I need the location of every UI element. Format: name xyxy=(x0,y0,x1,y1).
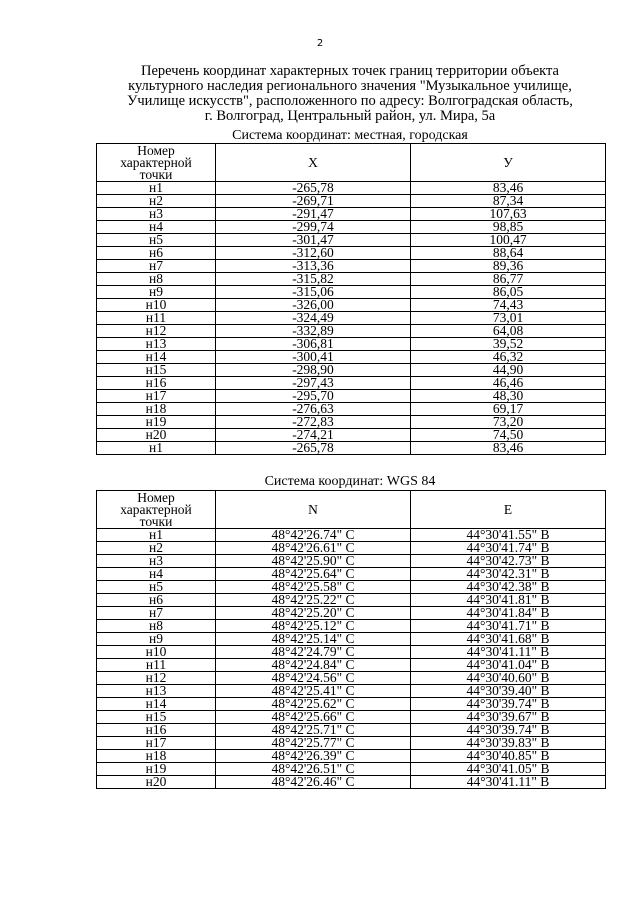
table-row xyxy=(97,299,606,312)
point-number-cell: н14 xyxy=(97,351,216,364)
coord-1-cell: 48°42'25.77" С xyxy=(216,737,411,750)
point-number-cell: н2 xyxy=(97,542,216,555)
header-line: точки xyxy=(139,513,173,529)
point-number-cell: н19 xyxy=(97,416,216,429)
document-heading xyxy=(96,64,604,124)
coord-2-cell: 46,32 xyxy=(411,351,606,364)
coord-2-cell: 98,85 xyxy=(411,221,606,234)
e-header: E xyxy=(411,491,606,529)
table-header-row xyxy=(97,144,606,182)
table-row xyxy=(97,247,606,260)
heading-line: Училище искусств", расположенного по адресу: Волгоградская область, xyxy=(127,93,573,109)
table-row xyxy=(97,416,606,429)
coord-1-cell: 48°42'25.64" С xyxy=(216,568,411,581)
coord-1-cell: 48°42'25.20" С xyxy=(216,607,411,620)
coord-1-cell: 48°42'24.79" С xyxy=(216,646,411,659)
table-row xyxy=(97,442,606,455)
coord-2-cell: 44°30'41.81" В xyxy=(411,594,606,607)
point-number-cell: н13 xyxy=(97,338,216,351)
table-row xyxy=(97,429,606,442)
table-row xyxy=(97,286,606,299)
coord-2-cell: 86,77 xyxy=(411,273,606,286)
coord-2-cell: 44°30'41.74" В xyxy=(411,542,606,555)
header-line: характерной xyxy=(120,501,192,517)
coord-1-cell: 48°42'25.62" С xyxy=(216,698,411,711)
coord-1-cell: -326,00 xyxy=(216,299,411,312)
point-number-cell: н10 xyxy=(97,646,216,659)
coord-2-cell: 44°30'41.04" В xyxy=(411,659,606,672)
coord-2-cell: 44°30'39.74" В xyxy=(411,698,606,711)
coord-2-cell: 44°30'41.68" В xyxy=(411,633,606,646)
coord-2-cell: 74,50 xyxy=(411,429,606,442)
point-number-cell: н7 xyxy=(97,260,216,273)
point-number-cell: н19 xyxy=(97,763,216,776)
coord-1-cell: -265,78 xyxy=(216,182,411,195)
point-number-cell: н17 xyxy=(97,737,216,750)
point-number-cell: н9 xyxy=(97,633,216,646)
coord-2-cell: 64,08 xyxy=(411,325,606,338)
coord-1-cell: 48°42'26.39" С xyxy=(216,750,411,763)
point-number-cell: н8 xyxy=(97,620,216,633)
point-number-cell: н16 xyxy=(97,724,216,737)
point-number-header xyxy=(97,144,216,182)
coord-2-cell: 73,20 xyxy=(411,416,606,429)
coord-2-cell: 44°30'40.85" В xyxy=(411,750,606,763)
coord-1-cell: -272,83 xyxy=(216,416,411,429)
table-row xyxy=(97,208,606,221)
table-row xyxy=(97,234,606,247)
coord-1-cell: -315,82 xyxy=(216,273,411,286)
coord-2-cell: 69,17 xyxy=(411,403,606,416)
point-number-cell: н5 xyxy=(97,581,216,594)
table-row xyxy=(97,260,606,273)
coord-1-cell: -324,49 xyxy=(216,312,411,325)
coord-2-cell: 44°30'42.73" В xyxy=(411,555,606,568)
wgs84-coordinates-table xyxy=(96,490,606,789)
point-number-cell: н4 xyxy=(97,221,216,234)
table2-caption: Система координат: WGS 84 xyxy=(264,474,436,489)
coord-2-cell: 44°30'41.55" В xyxy=(411,529,606,542)
table-row xyxy=(97,312,606,325)
coord-1-cell: -332,89 xyxy=(216,325,411,338)
point-number-cell: н3 xyxy=(97,208,216,221)
coord-1-cell: 48°42'25.58" С xyxy=(216,581,411,594)
point-number-cell: н6 xyxy=(97,594,216,607)
x-header: X xyxy=(216,144,411,182)
coord-1-cell: -274,21 xyxy=(216,429,411,442)
coord-2-cell: 88,64 xyxy=(411,247,606,260)
coord-1-cell: 48°42'25.14" С xyxy=(216,633,411,646)
point-number-cell: н4 xyxy=(97,568,216,581)
table-row xyxy=(97,403,606,416)
coord-2-cell: 44°30'42.38" В xyxy=(411,581,606,594)
heading-line: г. Волгоград, Центральный район, ул. Мира, 5а xyxy=(204,108,496,124)
coord-1-cell: 48°42'24.56" С xyxy=(216,672,411,685)
point-number-cell: н12 xyxy=(97,672,216,685)
coord-2-cell: 44°30'41.11" В xyxy=(411,776,606,789)
point-number-cell: н9 xyxy=(97,286,216,299)
coord-1-cell: -297,43 xyxy=(216,377,411,390)
point-number-cell: н15 xyxy=(97,711,216,724)
coord-1-cell: -276,63 xyxy=(216,403,411,416)
point-number-cell: н18 xyxy=(97,403,216,416)
coord-2-cell: 100,47 xyxy=(411,234,606,247)
coord-2-cell: 83,46 xyxy=(411,442,606,455)
local-coordinates-table xyxy=(96,143,606,455)
point-number-cell: н5 xyxy=(97,234,216,247)
coord-2-cell: 44°30'39.74" В xyxy=(411,724,606,737)
table-row xyxy=(97,390,606,403)
point-number-cell: н13 xyxy=(97,685,216,698)
table1-caption: Система координат: местная, городская xyxy=(232,128,468,143)
coord-2-cell: 44°30'39.40" В xyxy=(411,685,606,698)
point-number-cell: н2 xyxy=(97,195,216,208)
point-number-cell: н7 xyxy=(97,607,216,620)
coord-1-cell: -315,06 xyxy=(216,286,411,299)
coord-1-cell: -291,47 xyxy=(216,208,411,221)
header-line: Номер xyxy=(137,142,175,158)
point-number-cell: н1 xyxy=(97,182,216,195)
coord-2-cell: 44°30'41.71" В xyxy=(411,620,606,633)
point-number-cell: н18 xyxy=(97,750,216,763)
coord-2-cell: 39,52 xyxy=(411,338,606,351)
coord-2-cell: 87,34 xyxy=(411,195,606,208)
point-number-cell: н14 xyxy=(97,698,216,711)
coord-1-cell: -298,90 xyxy=(216,364,411,377)
coord-1-cell: -265,78 xyxy=(216,442,411,455)
header-line: характерной xyxy=(120,154,192,170)
n-header: N xyxy=(216,491,411,529)
table-row xyxy=(97,195,606,208)
coord-2-cell: 46,46 xyxy=(411,377,606,390)
coord-2-cell: 89,36 xyxy=(411,260,606,273)
point-number-header xyxy=(97,491,216,529)
point-number-cell: н6 xyxy=(97,247,216,260)
point-number-cell: н20 xyxy=(97,429,216,442)
heading-line: культурного наследия регионального значения "Музыкальное училище, xyxy=(128,78,572,94)
point-number-cell: н11 xyxy=(97,312,216,325)
coord-2-cell: 44°30'39.83" В xyxy=(411,737,606,750)
header-line: точки xyxy=(139,166,173,182)
page-number: 2 xyxy=(316,38,324,49)
point-number-cell: н20 xyxy=(97,776,216,789)
coord-2-cell: 74,43 xyxy=(411,299,606,312)
table-row xyxy=(97,325,606,338)
coord-1-cell: 48°42'26.46" С xyxy=(216,776,411,789)
coord-1-cell: 48°42'26.74" С xyxy=(216,529,411,542)
coord-1-cell: -312,60 xyxy=(216,247,411,260)
point-number-cell: н11 xyxy=(97,659,216,672)
coord-1-cell: -295,70 xyxy=(216,390,411,403)
coord-1-cell: 48°42'25.71" С xyxy=(216,724,411,737)
coord-2-cell: 107,63 xyxy=(411,208,606,221)
point-number-cell: н16 xyxy=(97,377,216,390)
header-line: Номер xyxy=(137,489,175,505)
heading-line: Перечень координат характерных точек границ территории объекта xyxy=(141,63,559,79)
coord-1-cell: 48°42'26.51" С xyxy=(216,763,411,776)
table-row xyxy=(97,182,606,195)
coord-2-cell: 83,46 xyxy=(411,182,606,195)
table-row xyxy=(97,364,606,377)
coord-2-cell: 44°30'40.60" В xyxy=(411,672,606,685)
coord-2-cell: 44°30'42.31" В xyxy=(411,568,606,581)
coord-1-cell: -300,41 xyxy=(216,351,411,364)
coord-2-cell: 44°30'41.05" В xyxy=(411,763,606,776)
coord-2-cell: 73,01 xyxy=(411,312,606,325)
table-row xyxy=(97,377,606,390)
point-number-cell: н1 xyxy=(97,529,216,542)
point-number-cell: н17 xyxy=(97,390,216,403)
coord-1-cell: 48°42'25.90" С xyxy=(216,555,411,568)
coord-2-cell: 48,30 xyxy=(411,390,606,403)
coord-1-cell: -269,71 xyxy=(216,195,411,208)
y-header: У xyxy=(411,144,606,182)
coord-1-cell: 48°42'25.12" С xyxy=(216,620,411,633)
coord-1-cell: 48°42'25.66" С xyxy=(216,711,411,724)
coord-2-cell: 44,90 xyxy=(411,364,606,377)
coord-1-cell: 48°42'26.61" С xyxy=(216,542,411,555)
coord-2-cell: 44°30'41.11" В xyxy=(411,646,606,659)
coord-2-cell: 86,05 xyxy=(411,286,606,299)
table-row xyxy=(97,776,606,789)
table-row xyxy=(97,351,606,364)
coord-1-cell: 48°42'25.22" С xyxy=(216,594,411,607)
point-number-cell: н8 xyxy=(97,273,216,286)
coord-1-cell: -301,47 xyxy=(216,234,411,247)
coord-1-cell: -299,74 xyxy=(216,221,411,234)
coord-1-cell: 48°42'24.84" С xyxy=(216,659,411,672)
table-row xyxy=(97,338,606,351)
table-row xyxy=(97,273,606,286)
table-header-row xyxy=(97,491,606,529)
coord-1-cell: 48°42'25.41" С xyxy=(216,685,411,698)
point-number-cell: н10 xyxy=(97,299,216,312)
point-number-cell: н12 xyxy=(97,325,216,338)
coord-2-cell: 44°30'41.84" В xyxy=(411,607,606,620)
point-number-cell: н15 xyxy=(97,364,216,377)
point-number-cell: н1 xyxy=(97,442,216,455)
table-row xyxy=(97,221,606,234)
coord-2-cell: 44°30'39.67" В xyxy=(411,711,606,724)
coord-1-cell: -306,81 xyxy=(216,338,411,351)
point-number-cell: н3 xyxy=(97,555,216,568)
coord-1-cell: -313,36 xyxy=(216,260,411,273)
